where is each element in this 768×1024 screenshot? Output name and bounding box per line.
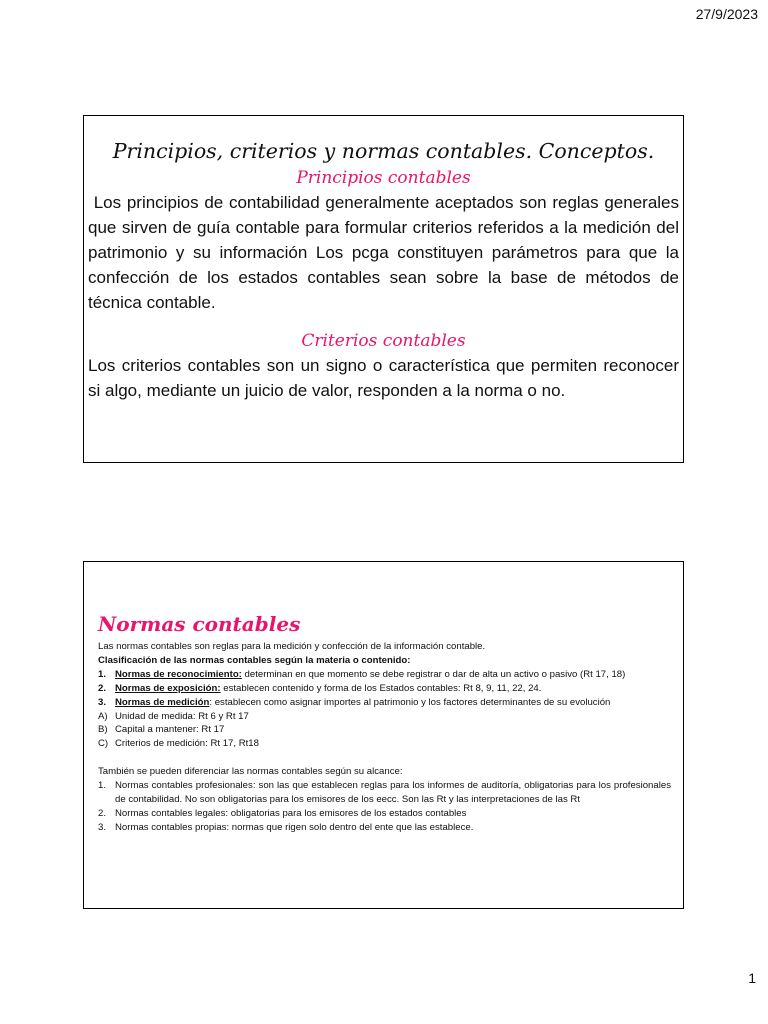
page-number: 1 bbox=[748, 970, 756, 986]
normas-title: Normas contables bbox=[98, 612, 301, 636]
materia-list bbox=[98, 668, 671, 751]
slide-title: Principios, criterios y normas contables. Conceptos. bbox=[112, 139, 655, 163]
date-label: 27/9/2023 bbox=[695, 6, 758, 22]
slide-normas-contables bbox=[83, 561, 684, 909]
list-item: 2. Normas de exposición: establecen contenido y forma de los Estados contables: Rt 8, 9, 11, 22, 24. bbox=[98, 682, 542, 694]
list-item: C) Criterios de medición: Rt 17, Rt18 bbox=[98, 738, 259, 750]
list-item: B) Capital a mantener: Rt 17 bbox=[98, 724, 225, 736]
alcance-list bbox=[98, 779, 671, 835]
slide-principios-criterios bbox=[83, 115, 684, 463]
criterios-heading: Criterios contables bbox=[301, 331, 466, 351]
classification-heading: Clasificación de las normas contables según la materia o contenido: bbox=[98, 654, 411, 666]
normas-intro: Las normas contables son reglas para la medición y confección de la información contable. bbox=[98, 641, 486, 652]
list-item: 3. Normas contables propias: normas que rigen solo dentro del ente que las establece. bbox=[98, 821, 474, 833]
list-item: 1. Normas contables profesionales: son las que establecen reglas para los informes de auditoría, obligatorias para los profesionales de contabilidad. No son obligatorias para los emisores de los eecc. Son las Rt y las interpretaciones de las Rt bbox=[98, 780, 671, 806]
criterios-text: Los criterios contables son un signo o característica que permiten reconocer si algo, mediante un juicio de valor, responden a la norma o no. bbox=[88, 356, 679, 400]
principios-heading: Principios contables bbox=[296, 168, 471, 188]
list-item: A) Unidad de medida: Rt 6 y Rt 17 bbox=[98, 710, 249, 722]
alcance-intro: También se pueden diferenciar las normas contables según su alcance: bbox=[98, 766, 403, 778]
list-item: 1. Normas de reconocimiento: determinan en que momento se debe registrar o dar de alta un activo o pasivo (Rt 17, 18) bbox=[98, 668, 626, 680]
list-item: 3. Normas de medición: establecen como asignar importes al patrimonio y los factores determinantes de su evolución bbox=[98, 696, 611, 708]
principios-text: Los principios de contabilidad generalmente aceptados son reglas generales que sirven de guía contable para formular criterios referidos a la medición del patrimonio y su información Los pcga constituyen parámetros para que la confección de los estados contables sean sobre la base de métodos de técnica contable. bbox=[88, 193, 684, 312]
list-item: 2. Normas contables legales: obligatorias para los emisores de los estados contables bbox=[98, 807, 467, 819]
